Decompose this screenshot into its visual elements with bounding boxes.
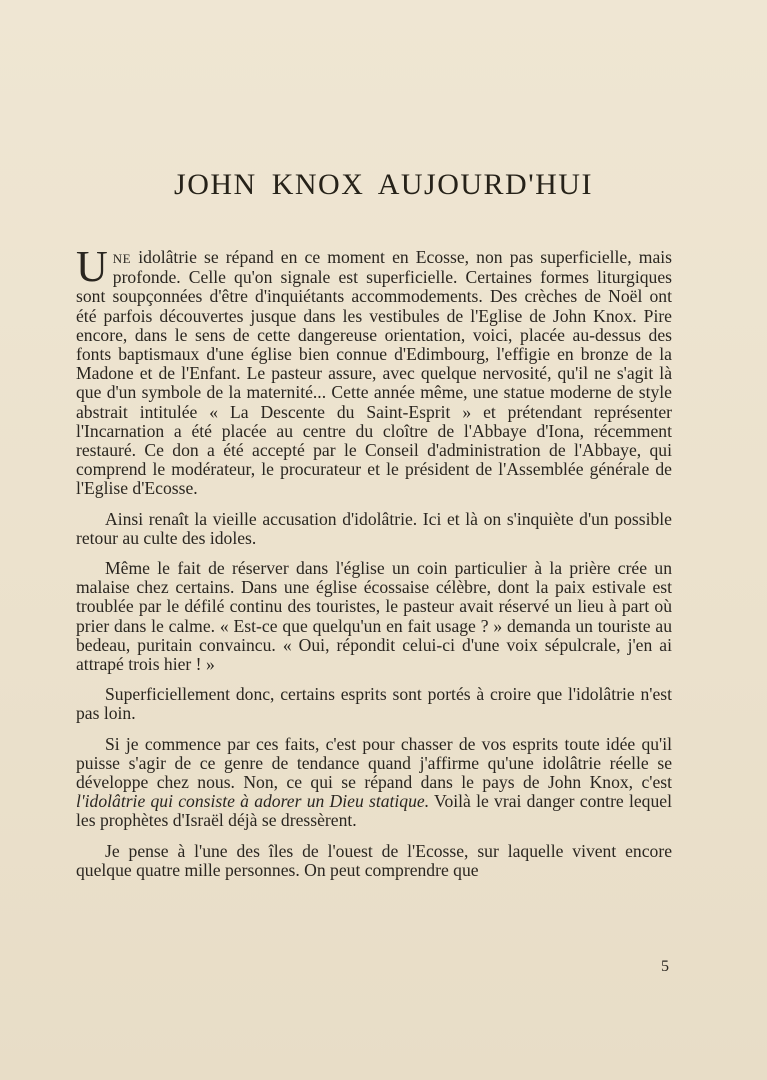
italic-emphasis: l'idolâtrie qui consiste à adorer un Dieu statique. <box>76 791 430 812</box>
article-body <box>76 242 672 891</box>
paragraph-5 <box>76 735 672 831</box>
paragraph-1 <box>76 242 672 499</box>
paragraph-3: Même le fait de réserver dans l'église un coin particulier à la prière crée un malaise chez certains. Dans une église écossaise célèbre, dont la paix estivale est troublée par le défilé continu des touristes, le pasteur avait réservé un lieu à part où prier dans le calme. « Est-ce que quelqu'un en fait usage ? » demanda un touriste au bedeau, puritain convaincu. « Oui, répondit celui-ci d'une voix sépulcrale, j'en ai attrapé trois hier ! » <box>76 558 672 675</box>
paragraph-2: Ainsi renaît la vieille accusation d'idolâtrie. Ici et là on s'inquiète d'un possible retour au culte des idoles. <box>76 508 672 548</box>
paragraph-4: Superficiellement donc, certains esprits sont portés à croire que l'idolâtrie n'est pas loin. <box>76 684 672 724</box>
small-caps-text: NE <box>112 251 132 266</box>
page-title: JOHN KNOX AUJOURD'HUI <box>174 168 593 201</box>
paragraph-5-text: Si je commence par ces faits, c'est pour chasser de vos esprits toute idée qu'il puisse s'agir de ce genre de tendance quand j'affirme qu'une idolâtrie réelle se développe chez nous. Non, ce qui se répand dans le pays de John Knox, c'est <box>76 733 672 793</box>
page-number: 5 <box>661 958 669 975</box>
drop-cap: U <box>76 242 108 291</box>
paragraph-6: Je pense à l'une des îles de l'ouest de l'Ecosse, sur laquelle vivent encore quelque quatre mille personnes. On peut comprendre que <box>76 840 672 880</box>
paragraph-5-tail: Voilà le vrai danger contre lequel les prophètes d'Israël déjà se dressèrent. <box>76 791 672 831</box>
paragraph-1-text: idolâtrie se répand en ce moment en Ecosse, non pas superficielle, mais profonde. Celle qu'on signale est superficielle. Certaines formes liturgiques sont soupçonnées d'être d'inquiétants accommodements. Des crèches de Noël ont été parfois découvertes jusque dans les vestibules de l'Eglise de John Knox. Pire encore, dans le sens de cette dangereuse orientation, voici, placée au-dessus des fonts baptismaux d'une église bien connue d'Edimbourg, l'effigie en bronze de la Madone et de l'Enfant. Le pasteur assure, avec quelque nervosité, qu'il ne s'agit là que d'un symbole de la maternité... Cette année même, une statue moderne de style abstrait intitulée « La Descente du Saint-Esprit » et prétendant représenter l'Incarnation a été placée au centre du cloître de l'Abbaye d'Iona, récemment restauré. Ce don a été accepté par le Conseil d'administration de l'Abbaye, qui comprend le modérateur, le procurateur et le président de l'Assemblée générale de l'Eglise d'Ecosse. <box>76 247 672 499</box>
